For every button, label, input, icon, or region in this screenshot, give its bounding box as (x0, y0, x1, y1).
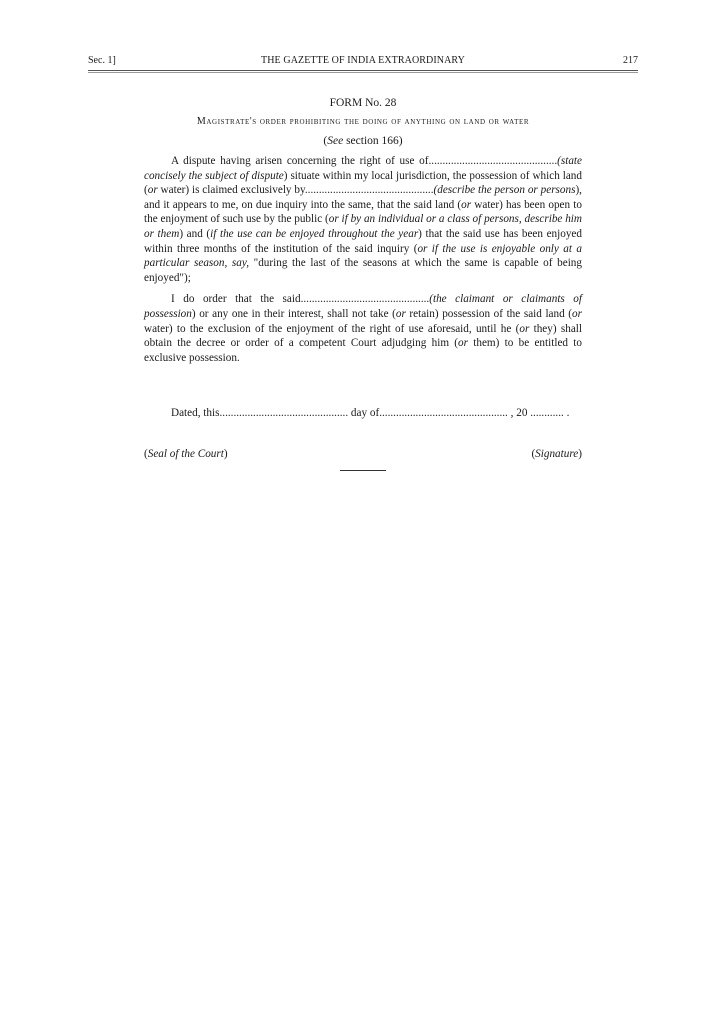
p1-italic-3: (describe the person or persons (433, 184, 576, 197)
p2-italic-2: or (395, 307, 406, 320)
p1-text-1: A dispute having arisen concerning the right of use of.............................................. (171, 155, 558, 167)
section-label: Sec. 1] (88, 55, 116, 66)
header-rule-secondary (88, 72, 638, 73)
dated-line: Dated, this.............................................. day of.............................................. , 20 ............ . (171, 407, 570, 420)
p1-text-7: ) that the said use has been enjoyed within three months of the institution of the said inquiry ( (144, 227, 582, 255)
form-subtitle: Magistrate's order prohibiting the doing of anything on land or water (196, 116, 530, 127)
p2-italic-1: (the claimant or claimants of possession (144, 293, 583, 320)
p2-text-1: I do order that the said.............................................. (171, 293, 430, 306)
signature-row (144, 447, 582, 463)
section-ref-text: section 166 (343, 135, 399, 147)
seal-label: Seal of the Court (147, 448, 224, 461)
p2-text-4: water) to the exclusion of the enjoyment of the right of use aforesaid, until he ( (144, 322, 520, 335)
end-rule (340, 470, 386, 471)
p2-text-3: retain) possession of the said land ( (405, 307, 573, 320)
p1-text-8: "during the last of the seasons at which the same is capable of being enjoyed"); (144, 257, 582, 284)
header-rule (88, 70, 638, 71)
paragraph-order (144, 292, 582, 365)
gazette-title: THE GAZETTE OF INDIA EXTRAORDINARY (261, 55, 465, 66)
p2-italic-3: or (572, 307, 582, 320)
p1-text-4: ), and it appears to me, on due inquiry into the same, that the said land ( (144, 184, 582, 211)
p1-italic-4: or (461, 198, 472, 211)
page-number: 217 (623, 55, 638, 66)
signature-placeholder: (Signature) (531, 448, 582, 461)
p1-text-6: ) and ( (179, 227, 211, 240)
p2-text-6: them) to be entitled to exclusive possession. (144, 337, 582, 364)
form-title: FORM No. 28 (329, 97, 397, 109)
form-content (144, 96, 582, 463)
seal-of-court: (Seal of the Court) (144, 448, 228, 461)
p2-italic-5: or (458, 337, 468, 350)
p1-italic-6: if the use can be enjoyed throughout the year (210, 227, 419, 240)
p2-text-2: ) or any one in their interest, shall not take ( (191, 307, 396, 320)
p2-italic-4: or (519, 322, 530, 335)
page-header (88, 54, 638, 68)
p1-italic-2: or (147, 184, 158, 197)
p1-text-3: water) is claimed exclusively by.............................................. (157, 184, 434, 197)
p1-text-5: water) has been open to the enjoyment of such use by the public ( (144, 198, 582, 226)
p1-italic-5: or if by an individual or a class of persons, describe him or them (144, 213, 582, 240)
signature-label: Signature (535, 448, 579, 461)
p1-italic-7: or if the use is enjoyable only at a particular season, say, (144, 242, 582, 270)
p1-italic-1: (state concisely the subject of dispute (144, 155, 582, 182)
paragraph-dispute (144, 154, 582, 285)
see-word: See (327, 135, 344, 147)
section-reference: (See section 166) (323, 135, 403, 147)
p2-text-5: they) shall obtain the decree or order of a competent Court adjudging him ( (144, 322, 582, 350)
p1-text-2: ) situate within my local jurisdiction, the possession of which land ( (144, 169, 582, 197)
